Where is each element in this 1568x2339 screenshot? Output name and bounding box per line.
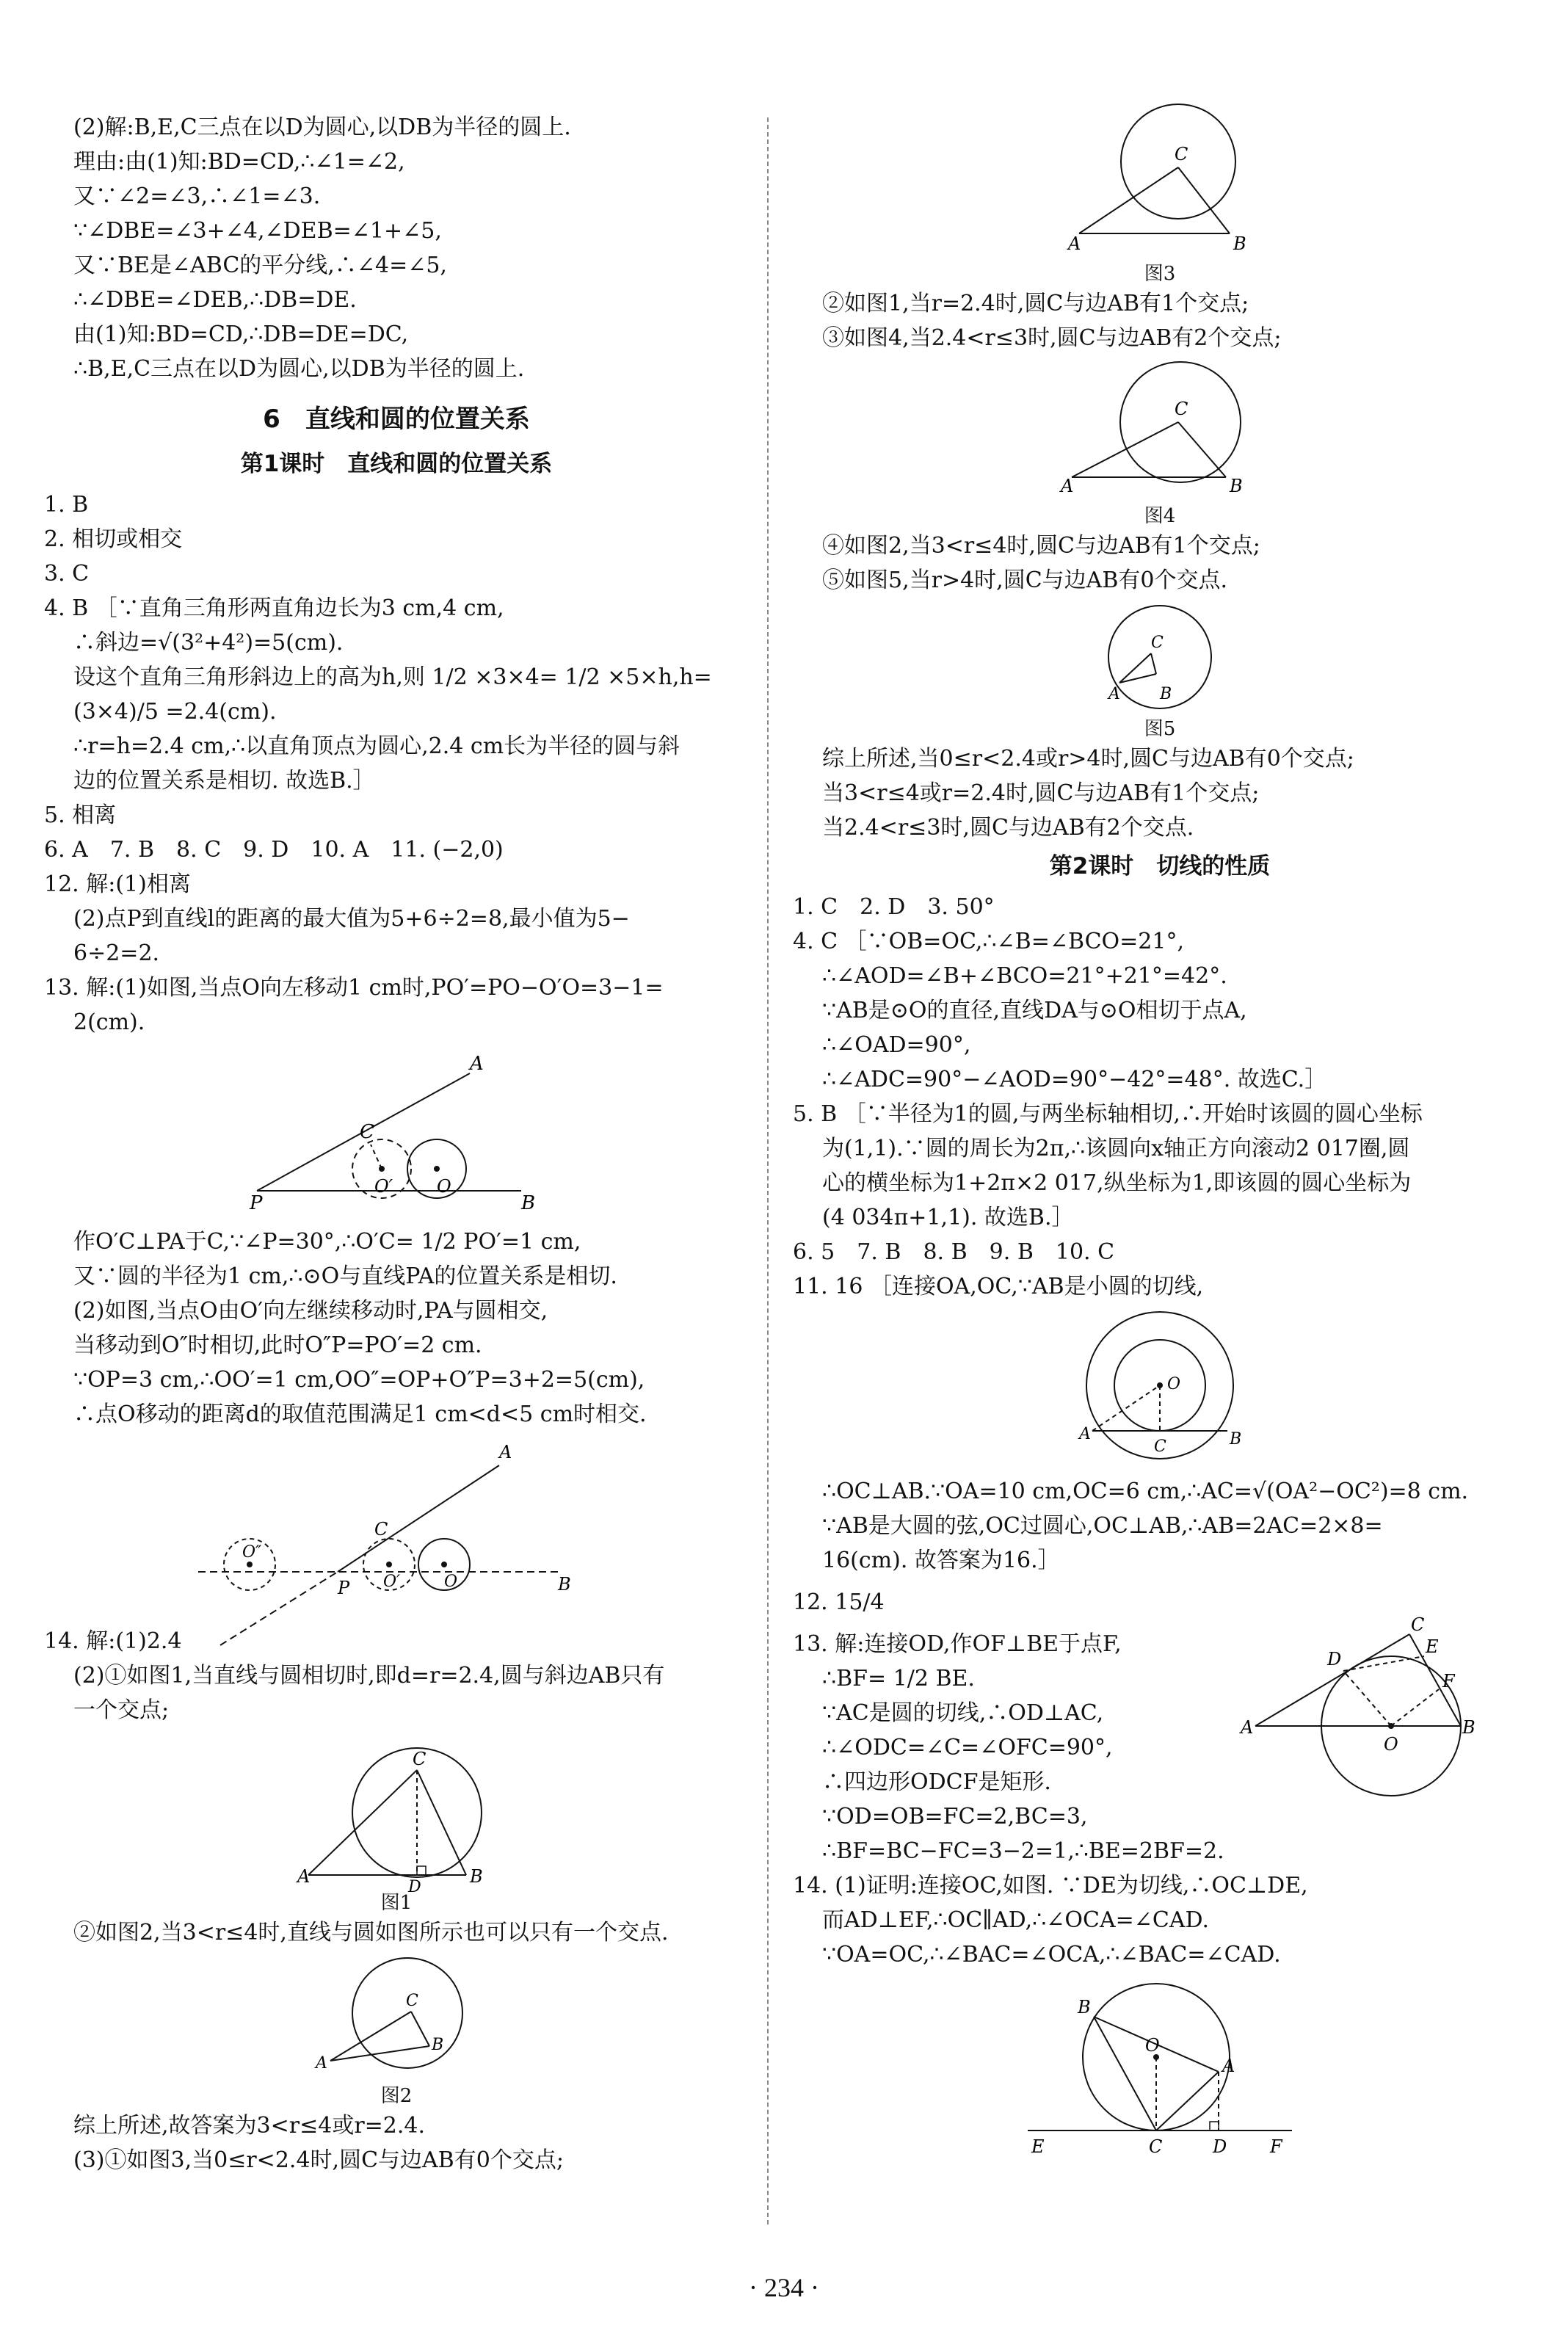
text-line: 13. 解:连接OD,作OF⊥BE于点F, (793, 1631, 1122, 1657)
text-line: 6÷2=2. (73, 940, 160, 966)
figure-5-caption: 图5 (1144, 718, 1176, 740)
left-column (44, 110, 749, 2177)
svg-text:A: A (316, 2054, 327, 2073)
text-line: 为(1,1).∵圆的周长为2π,∴该圆向x轴正方向滚动2 017圈,圆 (822, 1136, 1410, 1161)
text-line: 又∵圆的半径为1 cm,∴⊙O与直线PA的位置关系是相切. (73, 1263, 617, 1289)
figure-14 (1020, 1976, 1299, 2167)
svg-text:B: B (521, 1192, 536, 1214)
svg-text:C: C (1154, 1437, 1166, 1456)
svg-text:E: E (1031, 2136, 1045, 2157)
svg-text:A: A (1068, 233, 1081, 254)
right-column (793, 110, 1527, 2172)
svg-text:C: C (1175, 144, 1188, 164)
text-line: (2)点P到直线l的距离的最大值为5+6÷2=8,最小值为5− (73, 906, 630, 932)
text-line: 由(1)知:BD=CD,∴DB=DE=DC, (73, 322, 409, 347)
svg-text:A: A (1061, 476, 1074, 496)
figure-4-caption: 图4 (1144, 505, 1176, 527)
text-line: ∴BF=BC−FC=3−2=1,∴BE=2BF=2. (822, 1838, 1224, 1864)
page-number: · 234 · (749, 2273, 819, 2302)
column-divider (767, 117, 769, 2224)
text-line: 14. 解:(1)2.4 (44, 1628, 182, 1654)
text-line: ∴r=h=2.4 cm,∴以直角顶点为圆心,2.4 cm长为半径的圆与斜 (73, 733, 680, 759)
text-line: ∵OA=OC,∴∠BAC=∠OCA,∴∠BAC=∠CAD. (822, 1942, 1281, 1968)
text-line: 12. 解:(1)相离 (44, 871, 191, 897)
svg-text:B: B (1230, 1430, 1242, 1448)
text-line: 16(cm). 故答案为16.］ (822, 1548, 1060, 1573)
text-line: 设这个直角三角形斜边上的高为h,则 1/2 ×3×4= 1/2 ×5×h,h= (73, 664, 712, 690)
text-line: 理由:由(1)知:BD=CD,∴∠1=∠2, (73, 149, 405, 175)
text-line: 综上所述,故答案为3<r≤4或r=2.4. (73, 2113, 426, 2139)
text-line: (3×4)/5 =2.4(cm). (73, 699, 277, 725)
svg-text:A: A (1108, 685, 1120, 703)
svg-text:B: B (1160, 685, 1172, 703)
svg-text:O: O (437, 1176, 451, 1197)
text-line: (3)①如图3,当0≤r<2.4时,圆C与边AB有0个交点; (73, 2147, 564, 2173)
svg-text:C: C (360, 1121, 374, 1143)
svg-text:A: A (470, 1053, 484, 1075)
svg-text:D: D (1327, 1649, 1342, 1669)
text-line: 4. B ［∵直角三角形两直角边长为3 cm,4 cm, (44, 595, 504, 621)
text-line: ⑤如图5,当r>4时,圆C与边AB有0个交点. (822, 567, 1228, 593)
figure-4 (1050, 360, 1270, 499)
figure-2-caption: 图2 (380, 2085, 413, 2107)
svg-text:O″: O″ (242, 1543, 262, 1562)
svg-text:B: B (1078, 1997, 1091, 2017)
text-line: ∴OC⊥AB.∵OA=10 cm,OC=6 cm,∴AC=√(OA²−OC²)=8 cm. (822, 1479, 1469, 1504)
prev-answer-block (44, 110, 749, 386)
text-line: 边的位置关系是相切. 故选B.］ (73, 768, 375, 794)
figure-11 (1050, 1308, 1270, 1470)
text-line: ∵OP=3 cm,∴OO′=1 cm,OO″=OP+O″P=3+2=5(cm), (73, 1367, 645, 1393)
answer-6-10: 6. 5 7. B 8. B 9. B 10. C (793, 1239, 1115, 1265)
figure-2 (301, 1954, 492, 2079)
svg-text:O: O (1145, 2035, 1160, 2056)
answer-4 (44, 591, 749, 798)
answer-14 (44, 1624, 749, 2177)
svg-text:B: B (1233, 233, 1246, 254)
text-line: ∵AB是大圆的弦,OC过圆心,OC⊥AB,∴AB=2AC=2×8= (822, 1513, 1383, 1539)
svg-text:A: A (1079, 1425, 1091, 1443)
text-line: (2)解:B,E,C三点在以D为圆心,以DB为半径的圆上. (73, 115, 571, 140)
text-line: 作O′C⊥PA于C,∵∠P=30°,∴O′C= 1/2 PO′=1 cm, (73, 1229, 581, 1255)
svg-text:P: P (250, 1192, 263, 1214)
text-line: ∴B,E,C三点在以D为圆心,以DB为半径的圆上. (73, 356, 525, 382)
answer-14 (793, 1868, 1527, 2167)
text-line: 11. 16 ［连接OA,OC,∵AB是小圆的切线, (793, 1274, 1204, 1299)
text-line: 4. C ［∵OB=OC,∴∠B=∠BCO=21°, (793, 929, 1184, 954)
answer-4 (793, 924, 1527, 1097)
svg-text:C: C (1149, 2136, 1163, 2157)
svg-text:B: B (558, 1574, 571, 1595)
text-line: ∴∠ODC=∠C=∠OFC=90°, (822, 1735, 1113, 1760)
figure-1-caption: 图1 (380, 1892, 413, 1914)
figure-3 (1050, 103, 1270, 257)
text-line: (2)①如图1,当直线与圆相切时,即d=r=2.4,圆与斜边AB只有 (73, 1663, 665, 1689)
svg-text:A: A (1222, 2056, 1235, 2076)
text-line: ∴四边形ODCF是矩形. (822, 1769, 1051, 1795)
text-line: 5. B ［∵半径为1的圆,与两坐标轴相切,∴开始时该圆的圆心坐标 (793, 1101, 1423, 1127)
text-line: (4 034π+1,1). 故选B.］ (822, 1205, 1074, 1230)
svg-text:O′: O′ (374, 1176, 393, 1197)
figure-5 (1086, 602, 1233, 712)
text-line: (2)如图,当点O由O′向左继续移动时,PA与圆相交, (73, 1298, 548, 1324)
svg-text:A: A (1241, 1717, 1254, 1738)
svg-text:C: C (406, 1992, 418, 2010)
answer-5: 5. 相离 (44, 802, 117, 828)
answer-1-3: 1. C 2. D 3. 50° (793, 894, 995, 920)
text-line: 当2.4<r≤3时,圆C与边AB有2个交点. (822, 815, 1194, 841)
svg-text:C: C (1175, 399, 1188, 419)
answer-1: 1. B (44, 492, 89, 518)
text-line: 2(cm). (73, 1009, 145, 1035)
text-line: 又∵∠2=∠3,∴∠1=∠3. (73, 184, 321, 209)
answer-13 (793, 1614, 1527, 1868)
figure-3-caption: 图3 (1144, 263, 1176, 285)
text-line: ∴∠OAD=90°, (822, 1032, 971, 1058)
text-line: 当3<r≤4或r=2.4时,圆C与边AB有1个交点; (822, 780, 1260, 806)
svg-text:P: P (338, 1578, 350, 1598)
svg-text:D: D (1213, 2136, 1227, 2157)
answer-11 (793, 1269, 1527, 1578)
text-line: ∴∠AOD=∠B+∠BCO=21°+21°=42°. (822, 963, 1227, 989)
svg-text:C: C (1411, 1614, 1425, 1635)
answer-12 (44, 867, 749, 971)
text-line: 综上所述,当0≤r<2.4或r>4时,圆C与边AB有0个交点; (822, 746, 1354, 772)
text-line: ∵OD=OB=FC=2,BC=3, (822, 1804, 1088, 1830)
text-line: ∴∠ADC=90°−∠AOD=90°−42°=48°. 故选C.］ (822, 1067, 1327, 1092)
svg-text:B: B (432, 2036, 444, 2054)
svg-text:F: F (1270, 2136, 1282, 2157)
svg-text:B: B (1462, 1717, 1476, 1738)
text-line: ∵AC是圆的切线,∴OD⊥AC, (822, 1700, 1104, 1726)
answer-5 (793, 1097, 1527, 1235)
text-line: 14. (1)证明:连接OC,如图. ∵DE为切线,∴OC⊥DE, (793, 1873, 1308, 1899)
figure-13-1 (228, 1044, 565, 1220)
svg-text:C: C (413, 1749, 427, 1769)
text-line: ②如图1,当r=2.4时,圆C与边AB有1个交点; (822, 291, 1249, 316)
answer-2: 2. 相切或相交 (44, 526, 183, 552)
answer-3: 3. C (44, 561, 90, 587)
text-line: ②如图2,当3<r≤4时,直线与圆如图所示也可以只有一个交点. (73, 1920, 669, 1945)
answer-12: 12. 15/4 (793, 1589, 885, 1615)
svg-text:C: C (374, 1519, 388, 1540)
text-line: 而AD⊥EF,∴OC∥AD,∴∠OCA=∠CAD. (822, 1907, 1210, 1933)
lesson-title: 第2课时 切线的性质 (1049, 853, 1271, 880)
svg-text:B: B (1230, 476, 1243, 496)
svg-text:O: O (1384, 1734, 1398, 1755)
text-line: 心的横坐标为1+2π×2 017,纵坐标为1,即该圆的圆心坐标为 (822, 1170, 1412, 1196)
text-line: ∵AB是⊙O的直径,直线DA与⊙O相切于点A, (822, 998, 1247, 1023)
text-line: 又∵BE是∠ABC的平分线,∴∠4=∠5, (73, 253, 447, 278)
text-line: ③如图4,当2.4<r≤3时,圆C与边AB有2个交点; (822, 325, 1282, 351)
svg-text:O′: O′ (383, 1573, 401, 1591)
text-line: 当移动到O″时相切,此时O″P=PO′=2 cm. (73, 1332, 482, 1358)
section-title: 6 直线和圆的位置关系 (263, 405, 530, 434)
figure-13-2 (191, 1436, 602, 1620)
svg-text:C: C (1151, 634, 1164, 652)
svg-text:O: O (1167, 1375, 1181, 1393)
svg-text:A: A (297, 1866, 311, 1887)
text-line: ④如图2,当3<r≤4时,圆C与边AB有1个交点; (822, 533, 1260, 559)
answer-13 (44, 971, 749, 1620)
text-line: ∴斜边=√(3²+4²)=5(cm). (73, 630, 344, 656)
text-line: ∵∠DBE=∠3+∠4,∠DEB=∠1+∠5, (73, 218, 442, 244)
svg-text:O: O (444, 1573, 458, 1591)
svg-text:A: A (499, 1442, 512, 1462)
answer-6-11: 6. A 7. B 8. C 9. D 10. A 11. (−2,0) (44, 837, 504, 863)
text-line: ∴BF= 1/2 BE. (822, 1666, 975, 1691)
text-line: 13. 解:(1)如图,当点O向左移动1 cm时,PO′=PO−O′O=3−1= (44, 975, 664, 1001)
figure-1 (286, 1732, 507, 1896)
figure-13 (1233, 1614, 1512, 1803)
svg-text:F: F (1442, 1671, 1455, 1691)
text-line: 一个交点; (73, 1697, 170, 1723)
svg-text:D: D (408, 1878, 421, 1896)
lesson-title: 第1课时 直线和圆的位置关系 (240, 451, 553, 477)
svg-text:E: E (1426, 1636, 1439, 1657)
svg-text:B: B (470, 1866, 483, 1887)
text-line: ∴点O移动的距离d的取值范围满足1 cm<d<5 cm时相交. (73, 1401, 647, 1427)
text-line: ∴∠DBE=∠DEB,∴DB=DE. (73, 287, 357, 313)
